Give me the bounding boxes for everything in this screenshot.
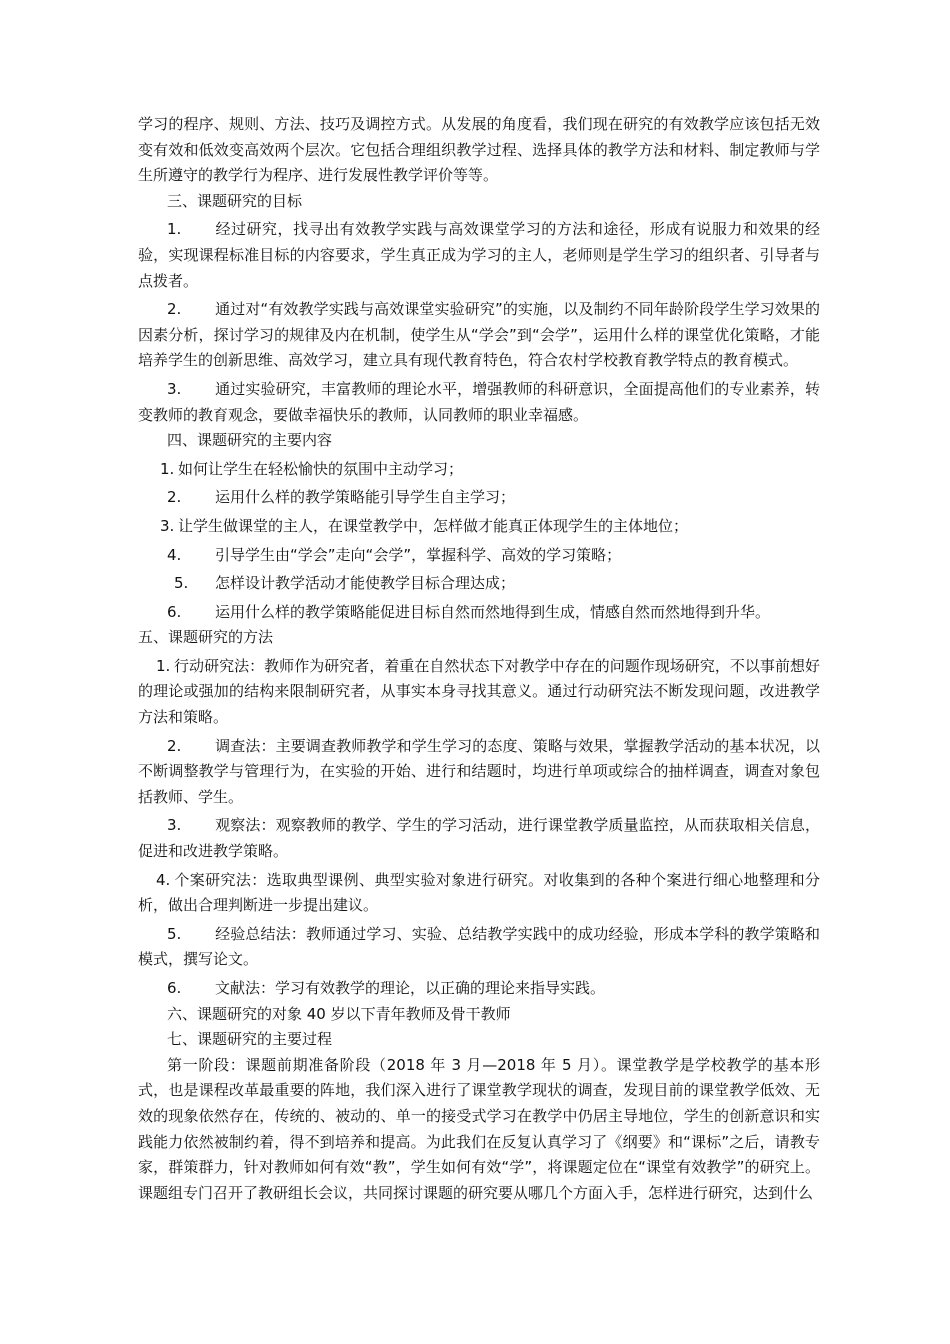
stage-1-paragraph: 第一阶段：课题前期准备阶段（2018 年 3 月—2018 年 5 月）。课堂教学是学校教学的基本形式，也是课程改革最重要的阵地，我们深入进行了课堂教学现状的调查，发现目前的课堂教学低效、无效的现象依然存在，传统的、被动的、单一的接受式学习在教学中仍居主导地位，学生的创新意识和实践能力依然被制约着，得不到培养和提高。为此我们在反复认真学习了《纲要》和“课标”之后，请教专家，群策群力，针对教师如何有效“教”，学生如何有效“学”，将课题定位在“课堂有效教学”的研究上。课题组专门召开了教研组长会议，共同探讨课题的研究要从哪几个方面入手，怎样进行研究，达到什么 [138, 1055, 820, 1202]
goal-item-3 [138, 377, 820, 428]
content-item-4 [138, 543, 820, 569]
section-7-heading: 七、课题研究的主要过程 [167, 1030, 333, 1049]
section-5-heading: 五、课题研究的方法 [138, 628, 274, 647]
goal-item-3-text: 通过实验研究，丰富教师的理论水平，增强教师的科研意识，全面提高他们的专业素养，转变教师的教育观念，要做幸福快乐的教师，认同教师的职业幸福感。 [138, 379, 820, 424]
method-item-4-number: 4. [156, 870, 171, 889]
content-item-6-number: 6. [167, 602, 182, 621]
content-item-3 [138, 514, 820, 540]
content-item-5 [138, 571, 820, 597]
method-item-3-text: 观察法：观察教师的教学、学生的学习活动，进行课堂教学质量监控，从而获取相关信息，促进和改进教学策略。 [138, 816, 820, 861]
content-item-3-text: 让学生做课堂的主人，在课堂教学中，怎样做才能真正体现学生的主体地位； [178, 516, 689, 535]
method-item-5 [138, 922, 820, 973]
content-item-5-number: 5. [174, 574, 189, 593]
section-3-heading: 三、课题研究的目标 [167, 191, 303, 210]
content-item-2-text: 运用什么样的教学策略能引导学生自主学习； [215, 488, 516, 507]
method-item-3-number: 3. [167, 816, 182, 835]
method-item-4 [138, 868, 820, 919]
content-item-4-number: 4. [167, 545, 182, 564]
goal-item-1-text: 经过研究，找寻出有效教学实践与高效课堂学习的方法和途径，形成有说服力和效果的经验，实现课程标准目标的内容要求，学生真正成为学习的主人，老师则是学生学习的组织者、引导者与点拨者。 [138, 220, 820, 290]
method-item-2 [138, 734, 820, 811]
goal-item-1-number: 1. [167, 220, 182, 239]
content-item-4-text: 引导学生由“学会”走向“会学”，掌握科学、高效的学习策略； [215, 545, 622, 564]
method-item-2-number: 2. [167, 736, 182, 755]
content-item-6 [138, 600, 820, 626]
method-item-5-number: 5. [167, 924, 182, 943]
method-item-5-text: 经验总结法：教师通过学习、实验、总结教学实践中的成功经验，形成本学科的教学策略和模式，撰写论文。 [138, 924, 820, 969]
method-item-6-text: 文献法：学习有效教学的理论，以正确的理论来指导实践。 [215, 979, 606, 997]
content-item-3-number: 3. [160, 516, 175, 535]
goal-item-3-number: 3. [167, 379, 182, 398]
goal-item-2 [138, 297, 820, 374]
method-item-2-text: 调查法：主要调查教师教学和学生学习的态度、策略与效果，掌握教学活动的基本状况，以不断调整教学与管理行为，在实验的开始、进行和结题时，均进行单项或综合的抽样调查，调查对象包括教师、学生。 [138, 736, 820, 806]
intro-paragraph: 学习的程序、规则、方法、技巧及调控方式。从发展的角度看，我们现在研究的有效教学应该包括无效变有效和低效变高效两个层次。它包括合理组织教学过程、选择具体的教学方法和材料、制定教师与学生所遵守的教学行为程序、进行发展性教学评价等等。 [138, 115, 820, 185]
content-item-2-number: 2. [167, 488, 182, 507]
content-item-1 [138, 457, 820, 483]
goal-item-2-number: 2. [167, 300, 182, 319]
section-4-heading: 四、课题研究的主要内容 [167, 431, 333, 450]
goal-item-2-text: 通过对“有效教学实践与高效课堂实验研究”的实施，以及制约不同年龄阶段学生学习效果的因素分析，探讨学习的规律及内在机制，使学生从“学会”到“会学”，运用什么样的课堂优化策略，才能培养学生的创新思维、高效学习，建立具有现代教育特色，符合农村学校教育教学特点的教育模式。 [138, 300, 820, 370]
content-item-1-number: 1. [160, 459, 175, 478]
method-item-4-text: 个案研究法：选取典型课例、典型实验对象进行研究。对收集到的各种个案进行细心地整理和分析，做出合理判断进一步提出建议。 [138, 870, 820, 915]
method-item-6 [138, 976, 820, 1002]
content-item-6-text: 运用什么样的教学策略能促进目标自然而然地得到生成，情感自然而然地得到升华。 [215, 602, 771, 621]
method-item-1-number: 1. [156, 656, 171, 675]
method-item-6-number: 6. [167, 979, 182, 997]
goal-item-1 [138, 217, 820, 294]
method-item-1 [138, 654, 820, 731]
content-item-5-text: 怎样设计教学活动才能使教学目标合理达成； [215, 574, 516, 593]
method-item-3 [138, 813, 820, 864]
section-6-heading: 六、课题研究的对象 40 岁以下青年教师及骨干教师 [167, 1004, 511, 1023]
document-body [138, 112, 820, 1206]
method-item-1-text: 行动研究法：教师作为研究者，着重在自然状态下对教学中存在的问题作现场研究，不以事前想好的理论或强加的结构来限制研究者，从事实本身寻找其意义。通过行动研究法不断发现问题，改进教学方法和策略。 [138, 656, 820, 727]
content-item-2 [138, 485, 820, 511]
content-item-1-text: 如何让学生在轻松愉快的氛围中主动学习； [178, 459, 464, 478]
